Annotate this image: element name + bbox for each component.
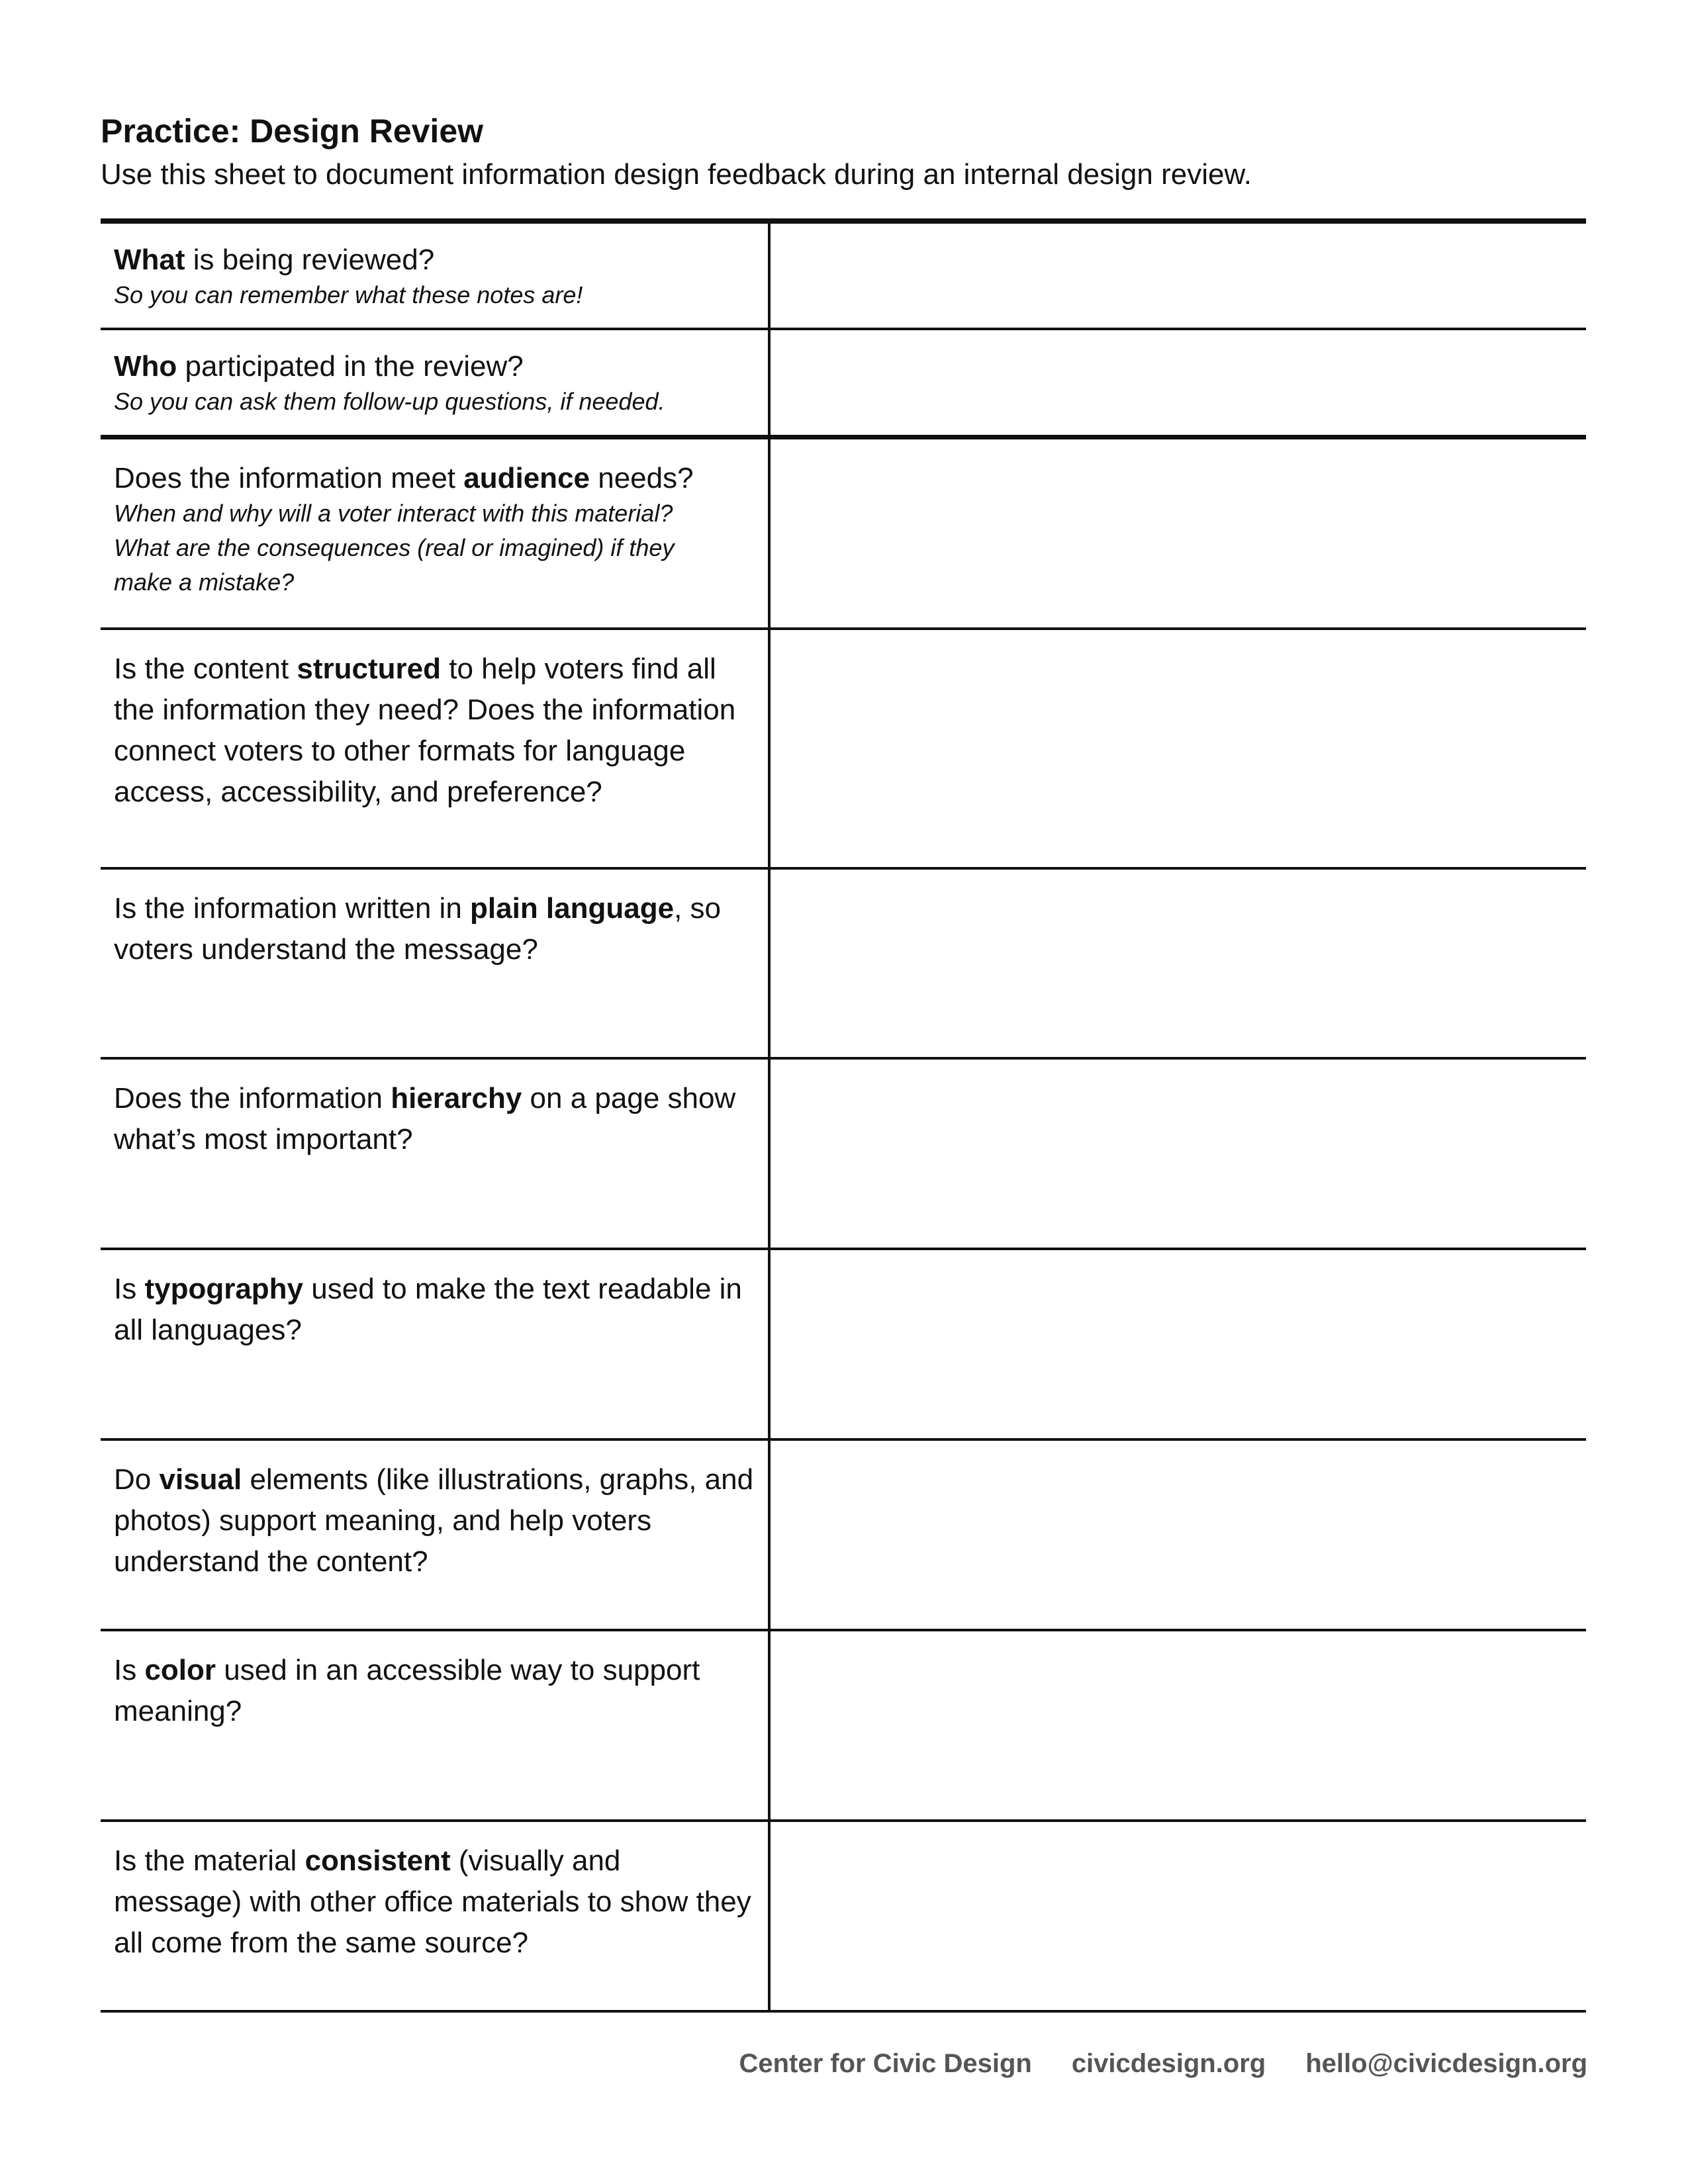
question-hint: So you can remember what these notes are! [114, 281, 583, 308]
question-cell [101, 870, 771, 1057]
question-cell [101, 330, 771, 435]
review-row-color [101, 1631, 1586, 1822]
question-text: Does the information hierarchy on a page show what’s most important? [114, 1082, 736, 1156]
review-table [101, 218, 1586, 2013]
page-subtitle: Use this sheet to document information design feedback during an internal design review. [101, 158, 1252, 191]
question-text: Who participated in the review? [114, 350, 524, 383]
question-cell [101, 224, 771, 328]
answer-cell[interactable] [771, 1822, 1586, 2010]
question-text: Is the information written in plain language, so voters understand the message? [114, 892, 721, 966]
answer-cell[interactable] [771, 1441, 1586, 1629]
question-hint: When and why will a voter interact with this material? What are the consequences (real or imagined) if they make a mistake? [114, 500, 675, 596]
question-keyword: hierarchy [391, 1082, 522, 1115]
question-text: Is the content structured to help voters find all the information they need? Does the information connect voters to other formats for language access, accessibility, and preference? [114, 653, 736, 808]
review-row-visual [101, 1441, 1586, 1631]
answer-cell[interactable] [771, 1060, 1586, 1248]
question-keyword: consistent [305, 1844, 451, 1877]
review-row-what [101, 224, 1586, 330]
question-keyword: visual [159, 1463, 242, 1496]
review-row-consistent [101, 1822, 1586, 2013]
footer-email-link[interactable]: hello@civicdesign.org [1305, 2049, 1587, 2078]
question-cell [101, 1060, 771, 1248]
footer-website-link[interactable]: civicdesign.org [1071, 2049, 1266, 2078]
review-row-hierarchy [101, 1060, 1586, 1250]
question-keyword: What [114, 244, 185, 276]
question-cell [101, 439, 771, 627]
review-row-plain-language [101, 870, 1586, 1060]
answer-cell[interactable] [771, 1631, 1586, 1819]
question-text: Is the material consistent (visually and message) with other office materials to show they all come from the same source? [114, 1844, 751, 1959]
answer-cell[interactable] [771, 224, 1586, 328]
page-title: Practice: Design Review [101, 113, 484, 150]
answer-cell[interactable] [771, 1250, 1586, 1438]
question-cell [101, 1822, 771, 2010]
question-keyword: structured [297, 653, 441, 685]
question-text: Is typography used to make the text readable in all languages? [114, 1273, 742, 1346]
question-keyword: audience [463, 462, 590, 494]
question-cell [101, 1250, 771, 1438]
question-text: What is being reviewed? [114, 244, 435, 276]
review-row-typography [101, 1250, 1586, 1441]
question-cell [101, 630, 771, 867]
question-keyword: typography [144, 1273, 304, 1305]
question-cell [101, 1441, 771, 1629]
answer-cell[interactable] [771, 330, 1586, 435]
question-hint: So you can ask them follow-up questions, if needed. [114, 388, 665, 415]
footer-org: Center for Civic Design [739, 2049, 1032, 2078]
question-keyword: color [144, 1654, 216, 1686]
question-text: Do visual elements (like illustrations, graphs, and photos) support meaning, and help voters understand the content? [114, 1463, 754, 1578]
footer [739, 2049, 1587, 2079]
answer-cell[interactable] [771, 439, 1586, 627]
question-keyword: Who [114, 350, 177, 383]
answer-cell[interactable] [771, 870, 1586, 1057]
question-text: Does the information meet audience needs? [114, 462, 694, 494]
review-row-audience [101, 439, 1586, 630]
review-row-who [101, 330, 1586, 439]
review-row-structured [101, 630, 1586, 870]
question-keyword: plain language [470, 892, 675, 925]
question-cell [101, 1631, 771, 1819]
question-text: Is color used in an accessible way to support meaning? [114, 1654, 700, 1727]
answer-cell[interactable] [771, 630, 1586, 867]
